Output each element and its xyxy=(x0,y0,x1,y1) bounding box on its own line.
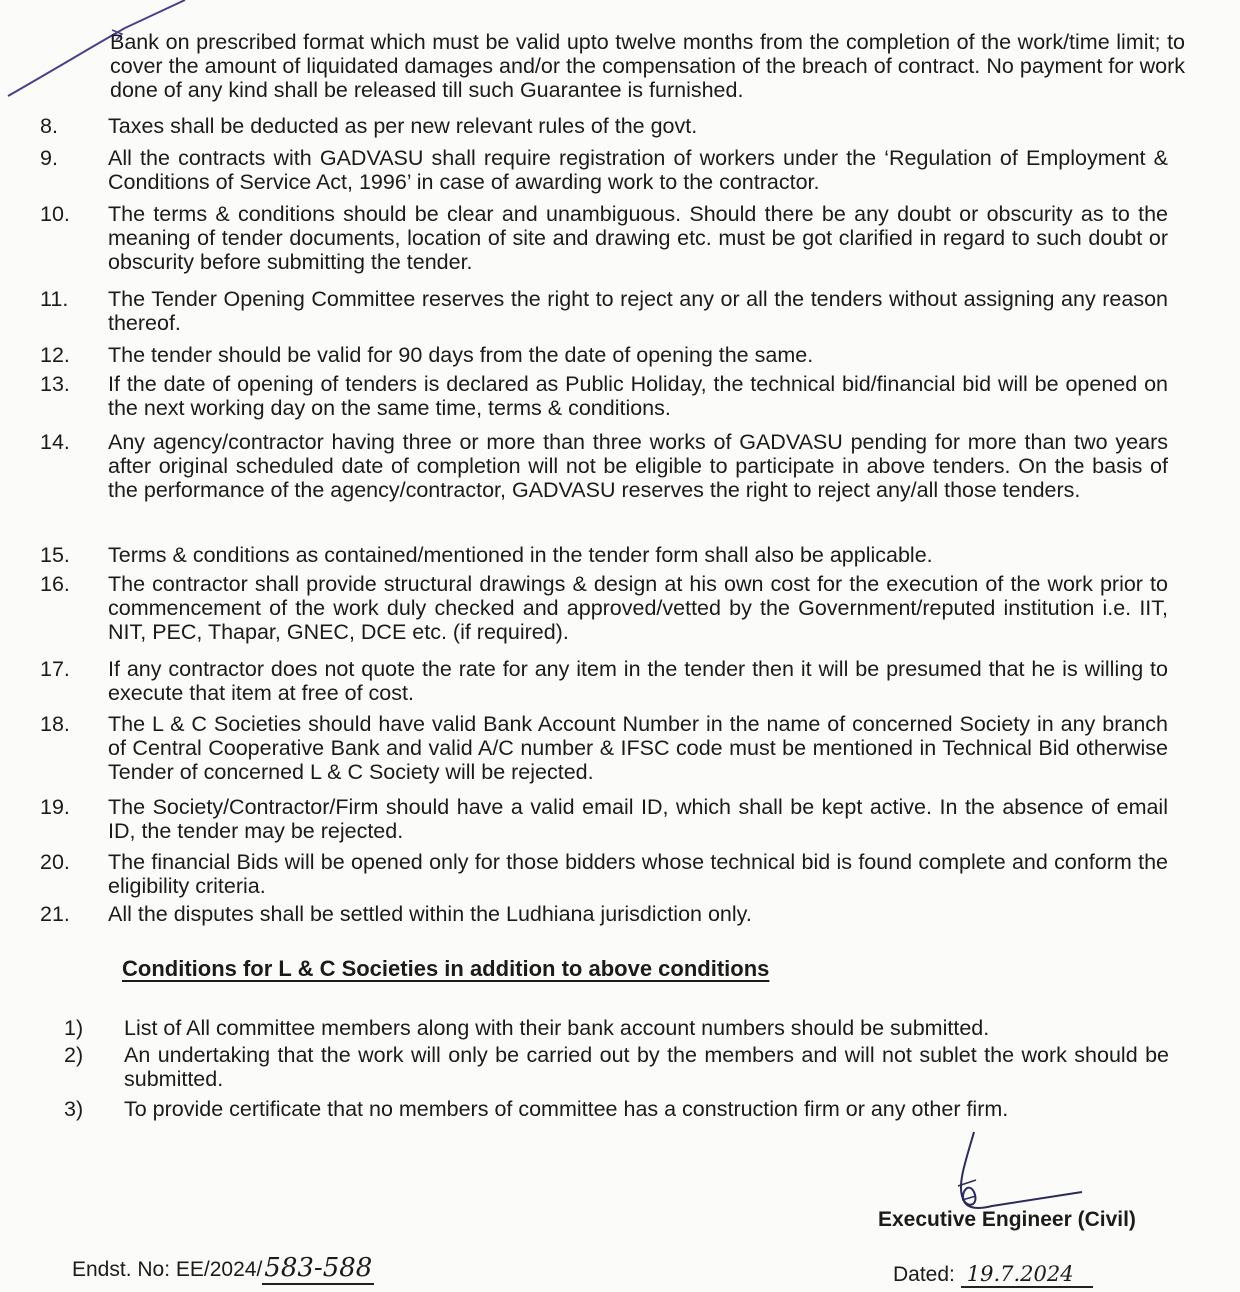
item-number: 21. xyxy=(40,902,70,926)
item-number: 20. xyxy=(40,850,70,874)
item-number: 16. xyxy=(40,572,70,596)
item-text: The tender should be valid for 90 days from the date of opening the same. xyxy=(108,343,814,367)
item-text: If any contractor does not quote the rate for any item in the tender then it will be presumed that he is willing to execute that item at free of cost. xyxy=(108,657,1168,705)
item-text: An undertaking that the work will only be carried out by the members and will not sublet the work should be submitted. xyxy=(124,1043,1169,1091)
item-text: Any agency/contractor having three or more than three works of GADVASU pending for more than two years after original scheduled date of completion will not be eligible to participate in above tenders. On the basis of the performance of the agency/contractor, GADVASU reserves the right to reject any/all those tenders. xyxy=(108,430,1168,502)
item-number: 9. xyxy=(40,146,58,170)
endorsement-label: Endst. No: EE/2024/ xyxy=(72,1258,263,1281)
item-text: All the contracts with GADVASU shall require registration of workers under the ‘Regulation of Employment & Conditions of Service Act, 1996’ in case of awarding work to the contractor. xyxy=(108,146,1168,194)
item-text: Taxes shall be deducted as per new relevant rules of the govt. xyxy=(108,114,698,138)
item-text: The terms & conditions should be clear and unambiguous. Should there be any doubt or obscurity as to the meaning of tender documents, location of site and drawing etc. must be got clarified in regard to such doubt or obscurity before submitting the tender. xyxy=(108,202,1168,274)
item-number: 14. xyxy=(40,430,70,454)
item-text: The financial Bids will be opened only for those bidders whose technical bid is found complete and conform the eligibility criteria. xyxy=(108,850,1168,898)
item-text: List of All committee members along with their bank account numbers should be submitted. xyxy=(124,1016,990,1040)
item-text: The L & C Societies should have valid Bank Account Number in the name of concerned Society in any branch of Central Cooperative Bank and valid A/C number & IFSC code must be mentioned in Technical Bid otherwise Tender of concerned L & C Society will be rejected. xyxy=(108,712,1168,784)
dated-handwritten-value: 19.7.2024 xyxy=(961,1262,1093,1288)
dated-label: Dated: xyxy=(893,1263,955,1286)
continuation-paragraph: Bank on prescribed format which must be valid upto twelve months from the completion of the work/time limit; to cover the amount of liquidated damages and/or the compensation of the breach of contract. No payment for work done of any kind shall be released till such Guarantee is furnished. xyxy=(110,30,1185,102)
endorsement-handwritten-number: 583-588 xyxy=(264,1253,373,1283)
endorsement-number xyxy=(72,1253,374,1283)
signatory-title: Executive Engineer (Civil) xyxy=(878,1208,1136,1231)
item-number: 15. xyxy=(40,543,70,567)
item-text: The Tender Opening Committee reserves the right to reject any or all the tenders without assigning any reason thereof. xyxy=(108,287,1168,335)
item-text: Terms & conditions as contained/mentioned in the tender form shall also be applicable. xyxy=(108,543,933,567)
item-number: 10. xyxy=(40,202,70,226)
item-number: 12. xyxy=(40,343,70,367)
item-text: All the disputes shall be settled within the Ludhiana jurisdiction only. xyxy=(108,902,752,926)
item-number: 11. xyxy=(40,287,69,311)
item-number: 18. xyxy=(40,712,70,736)
item-text: The Society/Contractor/Firm should have a valid email ID, which shall be kept active. In the absence of email ID, the tender may be rejected. xyxy=(108,795,1168,843)
item-number: 8. xyxy=(40,114,58,138)
section-heading: Conditions for L & C Societies in addition to above conditions xyxy=(122,956,770,981)
item-number: 17. xyxy=(40,657,70,681)
item-number: 2) xyxy=(64,1043,84,1067)
item-text: The contractor shall provide structural drawings & design at his own cost for the execution of the work prior to commencement of the work duly checked and approved/vetted by the Government/reputed institution i.e. IIT, NIT, PEC, Thapar, GNEC, DCE etc. (if required). xyxy=(108,572,1168,644)
item-number: 19. xyxy=(40,795,70,819)
item-text: To provide certificate that no members of committee has a construction firm or any other firm. xyxy=(124,1097,1009,1121)
item-text: If the date of opening of tenders is declared as Public Holiday, the technical bid/financial bid will be opened on the next working day on the same time, terms & conditions. xyxy=(108,372,1168,420)
dated-line xyxy=(893,1262,1093,1288)
item-number: 3) xyxy=(64,1097,84,1121)
item-number: 1) xyxy=(64,1016,84,1040)
item-number: 13. xyxy=(40,372,70,396)
